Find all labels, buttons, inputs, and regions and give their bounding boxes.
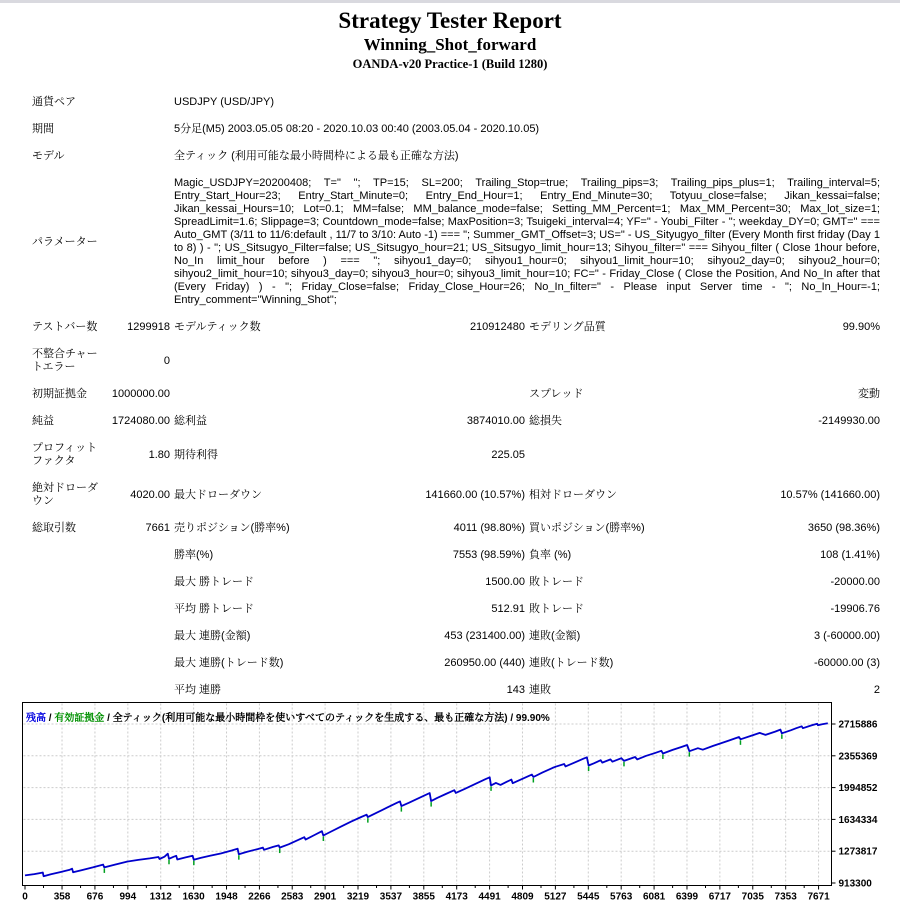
stat-row [30, 381, 882, 408]
svg-text:676: 676 [86, 891, 104, 903]
svg-text:5445: 5445 [577, 891, 600, 903]
expected-payoff-label: 期待利得 [174, 448, 218, 461]
svg-text:6081: 6081 [642, 891, 666, 903]
short-positions-value: 4011 (98.80%) [453, 522, 525, 534]
absolute-drawdown-label: 絶対ドローダウン [32, 482, 98, 507]
report-title: Strategy Tester Report [338, 8, 562, 33]
svg-text:1273817: 1273817 [838, 846, 878, 858]
stat-row [30, 677, 882, 704]
mismatched-errors-label: 不整合チャートエラー [32, 348, 98, 373]
equity-chart [0, 702, 900, 914]
legend-balance: 残高 [26, 713, 46, 724]
chart-legend: 残高 / 有効証拠金 / 全ティック(利用可能な最小時間枠を使いすべてのティックを生成する、最も正確な方法) / 99.90% [26, 713, 550, 724]
max-consecutive-losses-label: 連敗(金額) [529, 630, 581, 642]
report-table [30, 89, 882, 704]
average-loss-trade-value: -19906.76 [830, 603, 880, 615]
total-net-profit-value: 1724080.00 [111, 415, 170, 427]
stat-row [30, 569, 882, 596]
modelling-quality-label: モデリング品質 [529, 321, 606, 333]
total-trades-label: 総取引数 [32, 522, 76, 534]
svg-text:6399: 6399 [675, 891, 699, 903]
svg-text:7353: 7353 [774, 891, 797, 903]
svg-text:2901: 2901 [313, 891, 337, 903]
svg-text:5763: 5763 [610, 891, 633, 903]
svg-text:3219: 3219 [346, 891, 370, 903]
stat-row [30, 650, 882, 677]
largest-profit-trade-value: 1500.00 [485, 576, 525, 588]
short-positions-label: 売りポジション(勝率%) [174, 522, 290, 534]
avg-consecutive-losses-label: 連敗 [529, 684, 551, 696]
largest-loss-trade-label: 敗トレード [529, 576, 584, 588]
svg-text:4491: 4491 [478, 891, 501, 903]
win-rate-value: 7553 (98.59%) [452, 549, 525, 561]
svg-text:7035: 7035 [741, 891, 764, 903]
average-profit-trade-value: 512.91 [491, 603, 525, 615]
initial-deposit-label: 初期証拠金 [32, 388, 87, 400]
legend-model-text: 全ティック(利用可能な最小時間枠を使いすべてのティックを生成する、最も正確な方法) / 99.90% [112, 713, 550, 724]
svg-text:1312: 1312 [149, 891, 172, 903]
max-consecutive-wins-value: 453 (231400.00) [444, 630, 525, 642]
svg-text:7671: 7671 [807, 891, 830, 903]
avg-consecutive-wins-label: 平均 連勝 [174, 684, 222, 696]
profit-factor-label: プロフィットファクタ [32, 442, 98, 467]
svg-text:4809: 4809 [511, 891, 534, 903]
max-consecutive-profit-label: 最大 連勝(トレード数) [174, 657, 284, 669]
svg-text:913300: 913300 [838, 878, 872, 890]
maximal-drawdown-value: 141660.00 (10.57%) [425, 488, 525, 501]
gross-profit-value: 3874010.00 [466, 415, 525, 427]
total-net-profit-label: 純益 [32, 415, 54, 427]
info-row-parameters [30, 170, 882, 314]
avg-consecutive-wins-value: 143 [506, 684, 525, 696]
expected-payoff-value: 225.05 [491, 448, 525, 461]
gross-profit-label: 総利益 [174, 415, 207, 427]
svg-text:1994852: 1994852 [838, 783, 878, 795]
win-rate-label: 勝率(%) [174, 549, 214, 561]
svg-text:2355369: 2355369 [838, 751, 878, 763]
parameters-value: Magic_USDJPY=20200408; T=" "; TP=15; SL=200; Trailing_Stop=true; Trailing_pips=3; Trailing_pips_plus=1; Trailing_interval=5; Entry_Start_Hour=23; Entry_Start_Minute=0; Entry_End_Hour=1; Entry_End_Minute=30; Totyuu_close=false; Jikan_kessai=false; Jikan_kessai_Hours=10; Lot=0.1; MM=false; MM_balance_mode=false; Setting_MM_Percent=1; Max_MM_Percent=30; Max_lot_size=1; SpreadLimit=1.6; Slippage=3; Countdown_mode=false; MaxPosition=3; Tsuigeki_interval=4; YF=" - Youbi_Filter - "; weekday_DY=0; GMT=" === Auto_GMT (3/11 to 11/6:default , 11/7 to 3/10: Auto -1) === "; Summer_GMT_Offset=3; US=" - US_Sityugyo_filter (Every Month first friday (Day 1 to 8) ) - "; US_Sitsugyo_Filter=false; US_Sitsugyo_hour=21; US_Sitsugyo_limit_hour=13; Sihyou_filter=" === Sihyou_filter ( Close 1hour before, No_In limit_hour before ) === "; sihyou1_day=0; sihyou1_hour=0; sihyou1_limit_hour=10; sihyou2_day=0; sihyou2_hour=0; sihyou2_limit_hour=10; sihyou3_day=0; sihyou3_hour=0; sihyou3_limit_hour=10; FC=" - Friday_Close ( Close the Position, And No_In after that (Every Friday) ) - "; Friday_Close=false; Friday_Close_Hour=26; No_In_filter=" - Please input Server time - "; No_In_Hour=-1; Entry_comment="Winning_Shot"; [174, 177, 880, 306]
largest-profit-trade-label: 最大 勝トレード [174, 576, 255, 588]
average-profit-trade-label: 平均 勝トレード [174, 603, 255, 615]
model-label: モデル [32, 150, 65, 162]
report-header [0, 0, 900, 73]
stat-row [30, 596, 882, 623]
total-trades-value: 7661 [145, 522, 170, 534]
absolute-drawdown-value: 4020.00 [130, 488, 170, 501]
max-consecutive-wins-label: 最大 連勝(金額) [174, 630, 251, 642]
relative-drawdown-label: 相対ドローダウン [529, 488, 617, 501]
equity-chart-container [0, 702, 900, 914]
server-build: OANDA-v20 Practice-1 (Build 1280) [352, 57, 548, 71]
max-consecutive-loss-value: -60000.00 (3) [813, 657, 880, 669]
stat-row [30, 542, 882, 569]
period-value: 5分足(M5) 2003.05.05 08:20 - 2020.10.03 00:40 (2003.05.04 - 2020.10.05) [174, 123, 540, 135]
symbol-value: USDJPY (USD/JPY) [174, 96, 275, 108]
svg-text:2715886: 2715886 [838, 719, 878, 731]
symbol-label: 通貨ペア [32, 96, 76, 108]
loss-rate-value: 108 (1.41%) [820, 549, 880, 561]
legend-equity: 有効証拠金 [54, 713, 105, 724]
svg-text:3537: 3537 [379, 891, 403, 903]
long-positions-label: 買いポジション(勝率%) [529, 522, 645, 534]
svg-text:358: 358 [53, 891, 71, 903]
period-label: 期間 [32, 123, 54, 135]
stat-row [30, 515, 882, 542]
max-consecutive-profit-value: 260950.00 (440) [444, 657, 525, 669]
avg-consecutive-losses-value: 2 [873, 684, 880, 696]
average-loss-trade-label: 敗トレード [529, 603, 584, 615]
modelling-quality-value: 99.90% [842, 321, 880, 333]
bars-tested-label: テストバー数 [32, 321, 98, 333]
info-row-model [30, 143, 882, 170]
stat-row [30, 408, 882, 435]
loss-rate-label: 負率 (%) [529, 549, 572, 561]
long-positions-value: 3650 (98.36%) [807, 522, 880, 534]
stat-row [30, 314, 882, 341]
model-value: 全ティック (利用可能な最小時間枠による最も正確な方法) [174, 150, 459, 162]
svg-text:1630: 1630 [182, 891, 205, 903]
ticks-modelled-value: 210912480 [469, 321, 525, 333]
mismatched-errors-value: 0 [163, 354, 170, 367]
relative-drawdown-value: 10.57% (141660.00) [780, 488, 880, 501]
stat-row [30, 341, 882, 381]
expert-name: Winning_Shot_forward [363, 35, 537, 54]
profit-factor-value: 1.80 [148, 448, 170, 461]
ticks-modelled-label: モデルティック数 [174, 321, 261, 333]
svg-text:994: 994 [119, 891, 137, 903]
svg-text:2583: 2583 [281, 891, 304, 903]
bars-tested-value: 1299918 [127, 321, 170, 333]
info-row-period [30, 116, 882, 143]
svg-text:6717: 6717 [708, 891, 731, 903]
maximal-drawdown-label: 最大ドローダウン [174, 488, 262, 501]
svg-text:2266: 2266 [248, 891, 271, 903]
svg-text:5127: 5127 [544, 891, 567, 903]
parameters-label: パラメーター [32, 235, 98, 248]
spread-label: スプレッド [529, 388, 584, 400]
svg-text:1948: 1948 [215, 891, 238, 903]
largest-loss-trade-value: -20000.00 [830, 576, 880, 588]
gross-loss-value: -2149930.00 [818, 415, 880, 427]
initial-deposit-value: 1000000.00 [111, 388, 170, 400]
svg-text:0: 0 [22, 891, 28, 903]
max-consecutive-loss-label: 連敗(トレード数) [529, 657, 614, 669]
svg-text:1634334: 1634334 [838, 814, 878, 826]
stat-row [30, 435, 882, 475]
window-top-border [0, 0, 900, 3]
spread-value: 変動 [858, 388, 880, 400]
svg-text:3855: 3855 [412, 891, 435, 903]
svg-text:4173: 4173 [445, 891, 468, 903]
info-row-symbol [30, 89, 882, 116]
stat-row [30, 623, 882, 650]
max-consecutive-losses-value: 3 (-60000.00) [813, 630, 880, 642]
gross-loss-label: 総損失 [529, 415, 562, 427]
stat-row [30, 475, 882, 515]
